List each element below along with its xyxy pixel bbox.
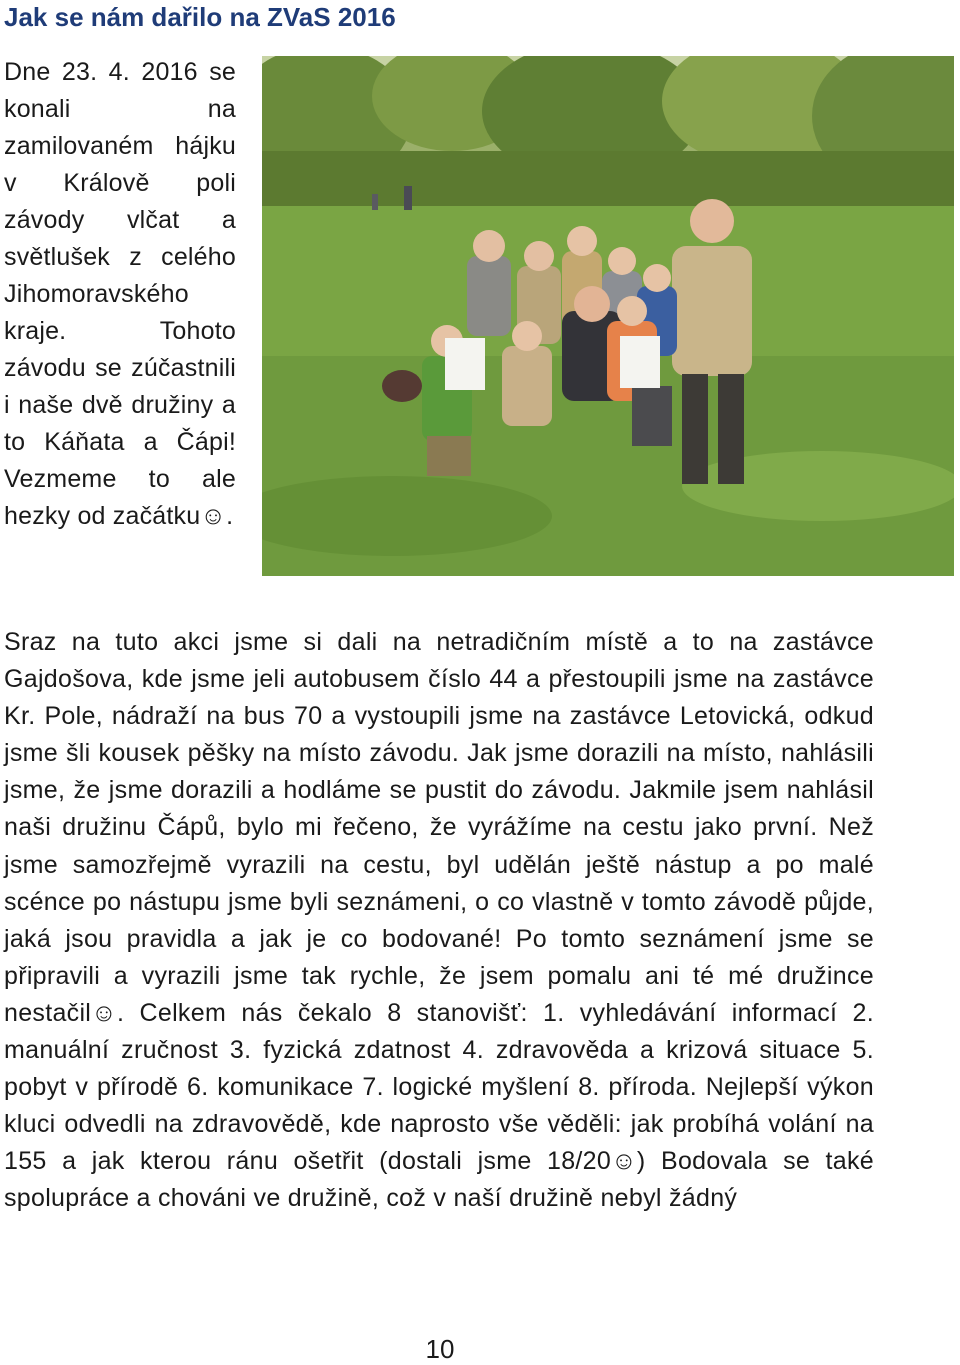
- article-title: Jak se nám dařilo na ZVaS 2016: [4, 2, 396, 32]
- group-photo: [262, 56, 954, 576]
- intro-paragraph: Dne 23. 4. 2016 se konali na zamilovaném hájku v Králově poli závody vlčat a světlušek z celého Jihomoravského kraje. Tohoto závodu se zúčastnili i naše dvě družiny a to Káňata a Čápi! Vezmeme to ale hezky od začátku☺.: [4, 58, 236, 530]
- body-paragraph: Sraz na tuto akci jsme si dali na netradičním místě a to na zastávce Gajdošova, kde jsme jeli autobusem číslo 44 a přestoupili jsme na zastávce Kr. Pole, nádraží na bus 70 a vystoupili jsme na zastávce Letovická, odkud jsme šli kousek pěšky na místo závodu. Jak jsme dorazili na místo, nahlásili jsme, že jsme dorazili a hodláme se pustit do závodu. Jakmile jsem nahlásil naši družinu Čápů, bylo mi řečeno, že vyrážíme na cestu jako první. Než jsme samozřejmě vyrazili na cestu, byl udělán ještě nástup a po malé scénce po nástupu jsme byli seznámeni, o co vlastně v tomto závodě půjde, jaká jsou pravidla a jak je co bodované! Po tomto seznámení jsme se připravili a vyrazili jsme tak rychle, že jsem pomalu ani té mé družince nestačil☺. Celkem nás čekalo 8 stanovišť: 1. vyhledávání informací 2. manuální zručnost 3. fyzická zdatnost 4. zdravověda a krizová situace 5. pobyt v přírodě 6. komunikace 7. logické myšlení 8. příroda. Nejlepší výkon kluci odvedli na zdravovědě, kde naprosto vše věděli: jak probíhá volání na 155 a jak kterou ránu ošetřit (dostali jsme 18/20☺) Bodovala se také spolupráce a chováni ve družině, což v naší družině nebyl žádný: [4, 628, 874, 1213]
- page-number: 10: [425, 1334, 455, 1364]
